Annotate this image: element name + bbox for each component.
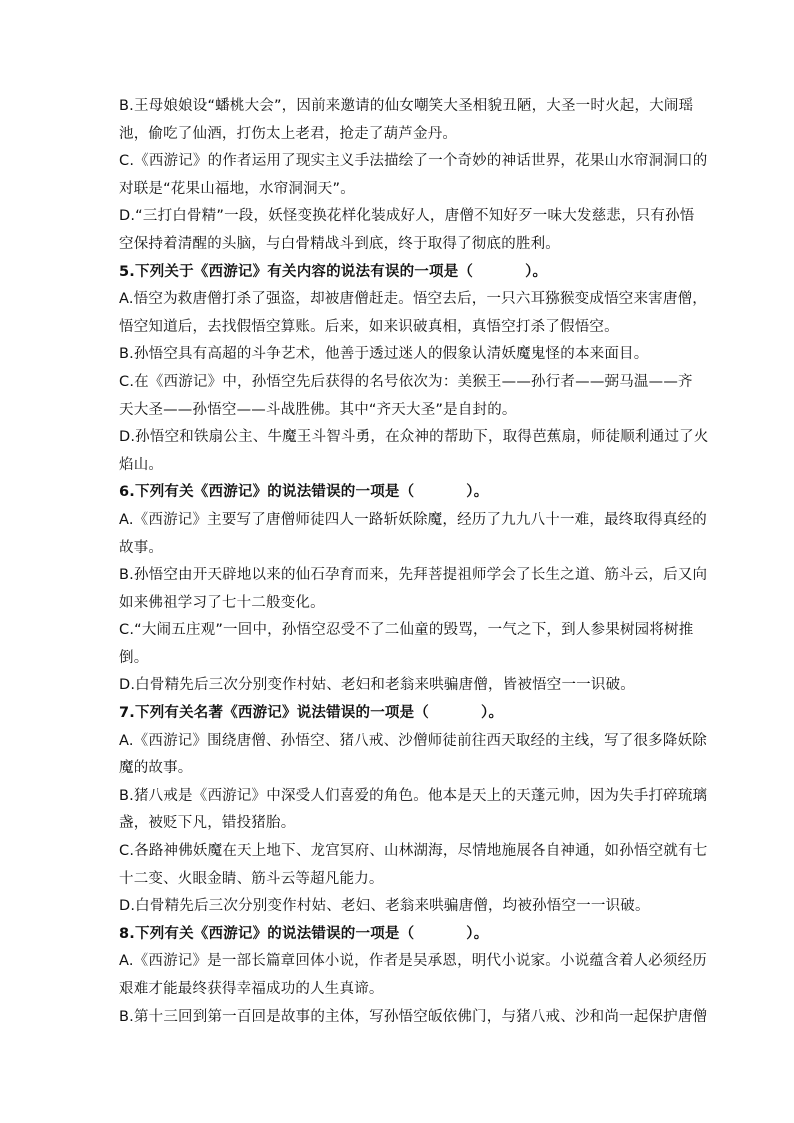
question-text: 5.下列关于《西游记》有关内容的说法有误的一项是（: [119, 263, 474, 280]
question-7-stem: [119, 700, 679, 728]
option-line: 倒。: [119, 649, 149, 666]
option-line: 十二变、火眼金睛、筋斗云等超凡能力。: [119, 870, 384, 887]
option-line: 对联是“花果山福地，水帘洞洞天”。: [119, 180, 355, 197]
option-line: B.孙悟空由开天辟地以来的仙石孕育而来，先拜菩提祖师学会了长生之道、筋斗云，后又向: [119, 567, 708, 584]
option-line: 如来佛祖学习了七十二般变化。: [119, 594, 325, 611]
option-line: A.《西游记》是一部长篇章回体小说，作者是吴承恩，明代小说家。小说蕴含着人必须经历: [119, 953, 707, 970]
option-line: B.猪八戒是《西游记》中深受人们喜爱的角色。他本是天上的天蓬元帅，因为失手打碎琉璃: [119, 787, 708, 804]
question-text: 6.下列有关《西游记》的说法错误的一项是（: [119, 484, 415, 501]
option-line: D.白骨精先后三次分别变作村姑、老妇、老翁来哄骗唐僧，均被孙悟空一一识破。: [119, 898, 650, 915]
option-line: 焰山。: [119, 456, 164, 473]
question-text: 8.下列有关《西游记》的说法错误的一项是（: [119, 925, 415, 942]
option-line: 盏，被贬下凡，错投猪胎。: [119, 815, 296, 832]
option-line: C.各路神佛妖魔在天上地下、龙宫冥府、山林湖海，尽情地施展各自神通，如孙悟空就有七: [119, 843, 708, 860]
option-line: B.第十三回到第一百回是故事的主体，写孙悟空皈依佛门，与猪八戒、沙和尚一起保护唐僧: [119, 1008, 708, 1025]
question-8-stem: [119, 921, 679, 949]
question-5-stem: [119, 259, 679, 287]
option-line: B.王母娘娘设“蟠桃大会”，因前来邀请的仙女嘲笑大圣相貌丑陋，大圣一时火起，大闹瑶: [119, 98, 694, 114]
document-page: [119, 93, 709, 1031]
option-line: C.“大闹五庄观”一回中，孙悟空忍受不了二仙童的毁骂，一气之下，到人参果树园将树推: [119, 622, 694, 639]
option-line: 空保持着清醒的头脑，与白骨精战斗到底，终于取得了彻底的胜利。: [119, 235, 560, 252]
option-line: C.《西游记》的作者运用了现实主义手法描绘了一个奇妙的神话世界，花果山水帘洞洞口的: [119, 153, 708, 170]
option-line: A.《西游记》围绕唐僧、孙悟空、猪八戒、沙僧师徒前往西天取经的主线，写了很多降妖除: [119, 732, 707, 749]
option-line: A.《西游记》主要写了唐僧师徒四人一路斩妖除魔，经历了九九八十一难，最终取得真经的: [119, 511, 707, 528]
question-tail: ）。: [466, 484, 489, 501]
option-line: A.悟空为救唐僧打杀了强盗，却被唐僧赶走。悟空去后，一只六耳猕猴变成悟空来害唐僧，: [119, 291, 707, 308]
option-line: C.在《西游记》中，孙悟空先后获得的名号依次为：美猴王——孙行者——弼马温——齐: [119, 373, 693, 390]
question-text: 7.下列有关名著《西游记》说法错误的一项是（: [119, 705, 429, 722]
question-6-stem: [119, 479, 679, 507]
question-tail: ）。: [466, 925, 489, 942]
option-line: B.孙悟空具有高超的斗争艺术，他善于透过迷人的假象认清妖魔鬼怪的本来面目。: [119, 346, 649, 363]
question-tail: ）。: [481, 705, 504, 722]
question-tail: ）。: [525, 263, 548, 280]
option-line: D.“三打白骨精”一段，妖怪变换花样化装成好人，唐僧不知好歹一味大发慈悲，只有孙悟: [119, 208, 695, 225]
option-line: 艰难才能最终获得幸福成功的人生真谛。: [119, 981, 384, 997]
option-line: 故事。: [119, 539, 164, 556]
option-line: 天大圣——孙悟空——斗战胜佛。其中“齐天大圣”是自封的。: [119, 401, 517, 418]
option-line: D.白骨精先后三次分别变作村姑、老妇和老翁来哄骗唐僧，皆被悟空一一识破。: [119, 677, 635, 694]
option-line: D.孙悟空和铁扇公主、牛魔王斗智斗勇，在众神的帮助下，取得芭蕉扇，师徒顺利通过了火: [119, 429, 709, 446]
option-line: 池，偷吃了仙酒，打伤太上老君，抢走了葫芦金丹。: [119, 125, 458, 142]
option-line: 悟空知道后，去找假悟空算账。后来，如来识破真相，真悟空打杀了假悟空。: [119, 318, 619, 335]
option-line: 魔的故事。: [119, 760, 193, 777]
